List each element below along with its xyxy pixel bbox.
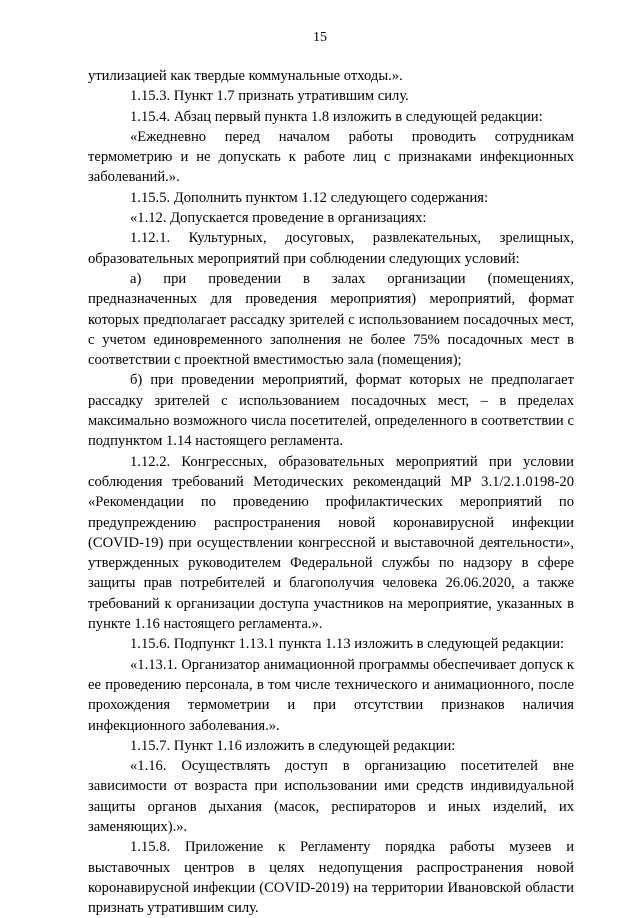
paragraph-1-16: «1.16. Осуществлять доступ в организацию посетителей вне зависимости от возраста при использовании ими средств индивидуальной защиты органов дыхания (масок, респираторов и иных изделий, их заменяющих).». [88, 758, 574, 835]
paragraph-quote-thermometry: «Ежедневно перед началом работы проводить сотрудникам термометрию и не допускать к работе лиц с признаками инфекционных заболеваний.». [88, 128, 574, 186]
paragraph-item-a: а) при проведении в залах организации (помещениях, предназначенных для проведения мероприятия) мероприятий, формат которых предполагает рассадку зрителей с использованием посадочных мест, с учетом единовременного заполнения не более 75% посадочных мест в соответствии с проектной вместимостью зала (помещения); [88, 270, 574, 369]
paragraph-1-15-4: 1.15.4. Абзац первый пункта 1.8 изложить в следующей редакции: [130, 108, 543, 125]
paragraph-1-15-5: 1.15.5. Дополнить пунктом 1.12 следующего содержания: [130, 189, 489, 206]
paragraph-1-12: «1.12. Допускается проведение в организациях: [130, 210, 427, 227]
paragraph-continuation: утилизацией как твердые коммунальные отходы.». [88, 68, 403, 84]
paragraph-1-15-7: 1.15.7. Пункт 1.16 изложить в следующей редакции: [130, 737, 456, 754]
paragraph-1-15-8: 1.15.8. Приложение к Регламенту порядка работы музеев и выставочных центров в целях недопущения распространения новой коронавирусной инфекции (COVID-2019) на территории Ивановской области признать утратившим силу. [88, 839, 574, 917]
document-body [88, 66, 574, 918]
paragraph-1-15-6: 1.15.6. Подпункт 1.13.1 пункта 1.13 изложить в следующей редакции: [130, 636, 565, 653]
page-number: 15 [313, 30, 327, 45]
paragraph-1-13-1: «1.13.1. Организатор анимационной программы обеспечивает допуск к ее проведению персонала, в том числе технического и анимационного, после прохождения термометрии и при отсутствии признаков наличия инфекционного заболевания.». [88, 656, 574, 734]
paragraph-1-12-2: 1.12.2. Конгрессных, образовательных мероприятий при условии соблюдения требований Методических рекомендаций МР 3.1/2.1.0198-20 «Рекомендации по проведению профилактических мероприятий по предупреждению распространения новой коронавирусной инфекции (COVID-19) при осуществлении конгрессной и выставочной деятельности», утвержденных руководителем Федеральной службы по надзору в сфере защиты прав потребителей и благополучия человека 26.06.2020, а также требований к организации доступа участников на мероприятие, указанных в пункте 1.16 настоящего регламента.». [88, 453, 574, 633]
paragraph-item-b: б) при проведении мероприятий, формат которых не предполагает рассадку зрителей с использованием посадочных мест, – в пределах максимально возможного числа посетителей, определенного в соответствии с подпунктом 1.14 настоящего регламента. [88, 372, 574, 450]
paragraph-1-12-1: 1.12.1. Культурных, досуговых, развлекательных, зрелищных, образовательных мероприятий при соблюдении следующих условий: [88, 230, 574, 267]
paragraph-1-15-3: 1.15.3. Пункт 1.7 признать утратившим силу. [130, 88, 409, 105]
